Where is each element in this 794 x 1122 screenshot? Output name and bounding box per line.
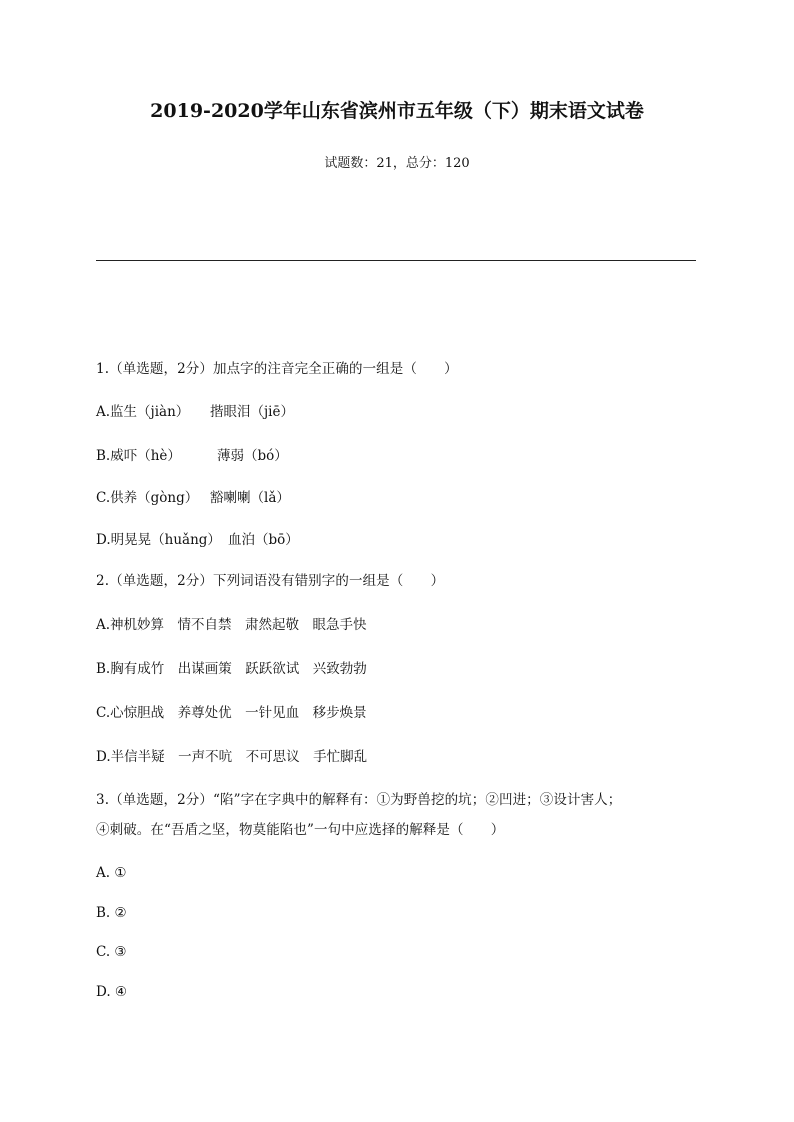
question-3-stem-line2: ④刺破。在“吾盾之坚，物莫能陷也”一句中应选择的解释是（ ） — [96, 822, 505, 838]
question-1-option-b-part2: 薄弱（bó） — [217, 448, 288, 464]
header-divider — [96, 260, 696, 261]
question-3-option-d[interactable]: D. ④ — [96, 984, 128, 1000]
question-3-option-a[interactable]: A. ① — [96, 865, 127, 881]
question-2-option-d[interactable]: D.半信半疑 一声不吭 不可思议 手忙脚乱 — [96, 749, 368, 765]
question-1-stem: 1.（单选题，2分）加点字的注音完全正确的一组是（ ） — [96, 361, 458, 377]
option-c-part1: C.供养（gòng） — [96, 490, 199, 506]
question-3-stem-line1: 3.（单选题，2分）“陷”字在字典中的解释有：①为野兽挖的坑；②凹进；③设计害人； — [96, 792, 622, 808]
question-1-option-a-part2: 揩眼泪（jiē） — [210, 404, 294, 420]
exam-title: 2019-2020学年山东省滨州市五年级（下）期末语文试卷 — [150, 100, 644, 122]
option-d-part1: D.明晃晃（huǎng） — [96, 532, 221, 548]
question-1-option-c-part2: 豁喇喇（lǎ） — [210, 490, 290, 506]
option-a-part1: A.监生（jiàn） — [96, 404, 190, 420]
question-2-option-b[interactable]: B.胸有成竹 出谋画策 跃跃欲试 兴致勃勃 — [96, 661, 367, 677]
question-1-option-d[interactable] — [96, 531, 706, 549]
question-1-option-c[interactable] — [96, 489, 706, 507]
question-2-stem: 2.（单选题，2分）下列词语没有错别字的一组是（ ） — [96, 573, 445, 589]
question-2-option-a[interactable]: A.神机妙算 情不自禁 肃然起敬 眼急手快 — [96, 617, 367, 633]
question-3-option-b[interactable]: B. ② — [96, 905, 127, 921]
question-3-option-c[interactable]: C. ③ — [96, 944, 127, 960]
question-1-option-a[interactable] — [96, 403, 706, 421]
question-1-option-b[interactable] — [96, 447, 706, 465]
question-1-option-d-part2: 血泊（bō） — [228, 532, 299, 548]
question-2-option-c[interactable]: C.心惊胆战 养尊处优 一针见血 移步焕景 — [96, 705, 367, 721]
option-b-part1: B.威吓（hè） — [96, 448, 181, 464]
exam-summary: 试题数：21，总分：120 — [324, 156, 470, 171]
